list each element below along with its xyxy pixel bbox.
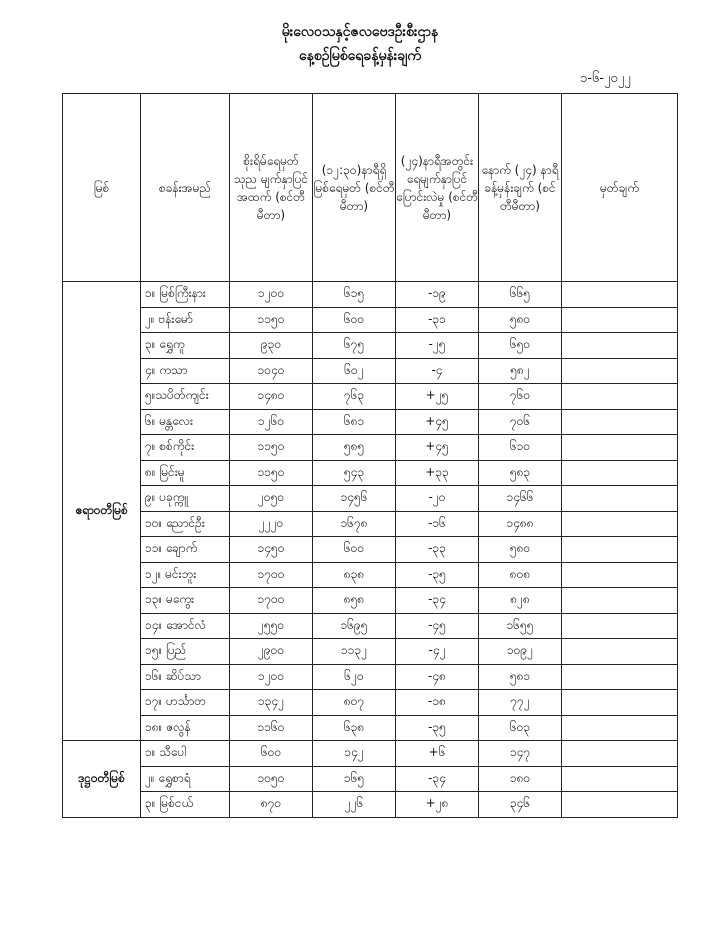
station-name-cell: ၇။ စစ်ကိုင်း (141, 435, 230, 461)
forecast-level-cell: ၁၄၆၆ (479, 486, 562, 512)
river-name: ဒုဋ္ဌဝတီမြစ် (63, 741, 141, 818)
forecast-level-cell: ၅၈၁ (479, 664, 562, 690)
current-level-cell: ၁၄၂ (313, 741, 396, 767)
danger-level-cell: ၁၁၅၀ (230, 307, 313, 333)
forecast-level-cell: ၆၁၀ (479, 435, 562, 461)
current-level-cell: ၅၄၃ (313, 460, 396, 486)
danger-level-cell: ၁၇၀၀ (230, 588, 313, 614)
table-row (63, 333, 678, 359)
current-level-cell: ၆၈၁ (313, 409, 396, 435)
forecast-level-cell: ၁၄၇ (479, 741, 562, 767)
table-row (63, 715, 678, 741)
level-change-cell: -၂၅ (396, 333, 479, 359)
level-change-cell: +၂၅ (396, 384, 479, 410)
danger-level-cell: ၉၃၀ (230, 333, 313, 359)
station-name-cell: ၁၅။ ပြည် (141, 639, 230, 665)
station-name-cell: ၁၀။ ညောင်ဦး (141, 511, 230, 537)
station-name-cell: ၁၃။ မကွေး (141, 588, 230, 614)
current-level-cell: ၈၃၈ (313, 562, 396, 588)
station-name-cell: ၅။သပိတ်ကျင်း (141, 384, 230, 410)
table-row (63, 639, 678, 665)
current-level-cell: ၈၀၇ (313, 690, 396, 716)
remark-cell (562, 664, 678, 690)
forecast-level-cell: ၆၆၅ (479, 282, 562, 308)
danger-level-cell: ၆၀၀ (230, 741, 313, 767)
remark-cell (562, 358, 678, 384)
table-row (63, 409, 678, 435)
current-level-cell: ၆၃၈ (313, 715, 396, 741)
level-change-cell: -၁၈ (396, 690, 479, 716)
remark-cell (562, 639, 678, 665)
station-name-cell: ၁၆။ ဆိပ်သာ (141, 664, 230, 690)
level-change-cell: +၆ (396, 741, 479, 767)
forecast-level-cell: ၁၆၅၅ (479, 613, 562, 639)
column-header-24h-change: (၂၄)နာရီအတွင်း ရေမျက်နှာပြင် ပြောင်းလဲမှု (စင်တီမီတာ) (396, 94, 479, 282)
remark-cell (562, 486, 678, 512)
remark-cell (562, 409, 678, 435)
forecast-level-cell: ၁၀၉၂ (479, 639, 562, 665)
table-row (63, 384, 678, 410)
level-change-cell: -၄၂ (396, 639, 479, 665)
level-change-cell: +၄၅ (396, 409, 479, 435)
danger-level-cell: ၁၁၅၀ (230, 435, 313, 461)
forecast-level-cell: ၆၅၀ (479, 333, 562, 359)
current-level-cell: ၁၁၃၂ (313, 639, 396, 665)
current-level-cell: ၆၀၂ (313, 358, 396, 384)
table-row (63, 741, 678, 767)
current-level-cell: ၆၂၀ (313, 664, 396, 690)
table-row (63, 486, 678, 512)
level-change-cell: -၁၆ (396, 511, 479, 537)
level-change-cell: +၄၅ (396, 435, 479, 461)
danger-level-cell: ၁၀၅၀ (230, 766, 313, 792)
report-date: ၁-၆-၂၀၂၂ (580, 71, 631, 86)
forecast-level-cell: ၅၈၃ (479, 460, 562, 486)
column-header-remarks: မှတ်ချက် (562, 94, 678, 282)
level-change-cell: -၃၅ (396, 715, 479, 741)
station-name-cell: ၁၂။ မင်းဘူး (141, 562, 230, 588)
forecast-level-cell: ၇၇၂ (479, 690, 562, 716)
forecast-level-cell: ၈၂၈ (479, 588, 562, 614)
table-row (63, 435, 678, 461)
danger-level-cell: ၁၇၀၀ (230, 562, 313, 588)
danger-level-cell: ၈၇၀ (230, 792, 313, 818)
forecast-level-cell: ၅၈၂ (479, 358, 562, 384)
danger-level-cell: ၂၂၂၀ (230, 511, 313, 537)
table-row (63, 690, 678, 716)
forecast-level-cell: ၇၀၆ (479, 409, 562, 435)
remark-cell (562, 766, 678, 792)
current-level-cell: ၂၂၆ (313, 792, 396, 818)
current-level-cell: ၁၄၅၆ (313, 486, 396, 512)
station-name-cell: ၂။ ရွှေစာရံ (141, 766, 230, 792)
column-header-current-level: (၁၂:၃၀)နာရီရှိ မြစ်ရေမှတ် (စင်တီမီတာ) (313, 94, 396, 282)
remark-cell (562, 333, 678, 359)
column-header-river: မြစ် (63, 94, 141, 282)
level-change-cell: +၂၈ (396, 792, 479, 818)
table-row (63, 613, 678, 639)
table-row (63, 792, 678, 818)
table-header-row (63, 94, 678, 282)
level-change-cell: -၂၀ (396, 486, 479, 512)
remark-cell (562, 613, 678, 639)
current-level-cell: ၅၈၅ (313, 435, 396, 461)
danger-level-cell: ၁၂၀၀ (230, 664, 313, 690)
current-level-cell: ၁၆၉၅ (313, 613, 396, 639)
current-level-cell: ၆၇၅ (313, 333, 396, 359)
remark-cell (562, 588, 678, 614)
station-name-cell: ၂။ ဗန်းမော် (141, 307, 230, 333)
level-change-cell: -၄၅ (396, 613, 479, 639)
station-name-cell: ၁၇။ ဟင်္သာတ (141, 690, 230, 716)
danger-level-cell: ၁၄၅၀ (230, 537, 313, 563)
level-change-cell: -၄ (396, 358, 479, 384)
danger-level-cell: ၁၂၆၀ (230, 409, 313, 435)
forecast-level-cell: ၈၀၈ (479, 562, 562, 588)
remark-cell (562, 715, 678, 741)
column-header-station: စခန်းအမည် (141, 94, 230, 282)
station-name-cell: ၉။ ပခုက္ကူ (141, 486, 230, 512)
station-name-cell: ၃။ ရွှေကူ (141, 333, 230, 359)
column-header-forecast: နောက် (၂၄) နာရီ ခန့်မှန်းချက် (စင်တီမီတာ) (479, 94, 562, 282)
danger-level-cell: ၁၁၆၀ (230, 715, 313, 741)
level-change-cell: -၃၅ (396, 562, 479, 588)
remark-cell (562, 537, 678, 563)
station-name-cell: ၃။ မြစ်ငယ် (141, 792, 230, 818)
danger-level-cell: ၁၃၄၂ (230, 690, 313, 716)
danger-level-cell: ၂၀၅၀ (230, 486, 313, 512)
remark-cell (562, 384, 678, 410)
current-level-cell: ၆၀၀ (313, 537, 396, 563)
current-level-cell: ၆၁၅ (313, 282, 396, 308)
river-name: ဧရာဝတီမြစ် (63, 282, 141, 741)
forecast-level-cell: ၆၀၃ (479, 715, 562, 741)
table-row (63, 537, 678, 563)
station-name-cell: ၄။ ကသာ (141, 358, 230, 384)
remark-cell (562, 282, 678, 308)
table-body (63, 282, 678, 818)
remark-cell (562, 792, 678, 818)
danger-level-cell: ၂၉၀၀ (230, 639, 313, 665)
danger-level-cell: ၂၅၅၀ (230, 613, 313, 639)
forecast-level-cell: ၇၆၀ (479, 384, 562, 410)
level-change-cell: -၃၁ (396, 307, 479, 333)
table-row (63, 511, 678, 537)
forecast-table (62, 93, 678, 818)
remark-cell (562, 562, 678, 588)
table-row (63, 766, 678, 792)
remark-cell (562, 307, 678, 333)
station-name-cell: ၈။ မြင်းမူ (141, 460, 230, 486)
current-level-cell: ၁၆၅ (313, 766, 396, 792)
station-name-cell: ၁။ မြစ်ကြီးနား (141, 282, 230, 308)
station-name-cell: ၁၄။ အောင်လံ (141, 613, 230, 639)
station-name-cell: ၁၁။ ချောက် (141, 537, 230, 563)
station-name-cell: ၁။ သီပေါ (141, 741, 230, 767)
table-row (63, 358, 678, 384)
remark-cell (562, 435, 678, 461)
level-change-cell: -၁၉ (396, 282, 479, 308)
danger-level-cell: ၁၂၀၀ (230, 282, 313, 308)
page-subtitle: နေ့စဉ်မြစ်ရေခန့်မှန်းချက် (298, 48, 422, 64)
forecast-level-cell: ၁၈၀ (479, 766, 562, 792)
table-row (63, 460, 678, 486)
danger-level-cell: ၁၁၅၀ (230, 460, 313, 486)
level-change-cell: -၃၄ (396, 588, 479, 614)
level-change-cell: -၄၈ (396, 664, 479, 690)
table-row (63, 664, 678, 690)
current-level-cell: ၈၅၈ (313, 588, 396, 614)
remark-cell (562, 511, 678, 537)
forecast-level-cell: ၃၄၆ (479, 792, 562, 818)
remark-cell (562, 741, 678, 767)
page-title: မိုးလေဝသနှင့်ဇလဗေဒဦးစီးဌာန (281, 24, 439, 40)
station-name-cell: ၁၈။ ဇလွန် (141, 715, 230, 741)
column-header-danger-level: စိုးရိမ်ရေမှတ် သုည မျက်နှာပြင် အထက် (စင်တီမီတာ) (230, 94, 313, 282)
level-change-cell: -၃၄ (396, 766, 479, 792)
forecast-level-cell: ၅၈၀ (479, 307, 562, 333)
table-row (63, 307, 678, 333)
level-change-cell: +၃၃ (396, 460, 479, 486)
forecast-level-cell: ၁၄၈၈ (479, 511, 562, 537)
table-row (63, 282, 678, 308)
table-row (63, 562, 678, 588)
current-level-cell: ၁၆၇၈ (313, 511, 396, 537)
forecast-level-cell: ၅၈၀ (479, 537, 562, 563)
level-change-cell: -၃၃ (396, 537, 479, 563)
current-level-cell: ၇၆၃ (313, 384, 396, 410)
remark-cell (562, 460, 678, 486)
danger-level-cell: ၁၀၄၀ (230, 358, 313, 384)
danger-level-cell: ၁၄၈၀ (230, 384, 313, 410)
station-name-cell: ၆။ မန္တလေး (141, 409, 230, 435)
remark-cell (562, 690, 678, 716)
current-level-cell: ၆၀၀ (313, 307, 396, 333)
table-row (63, 588, 678, 614)
